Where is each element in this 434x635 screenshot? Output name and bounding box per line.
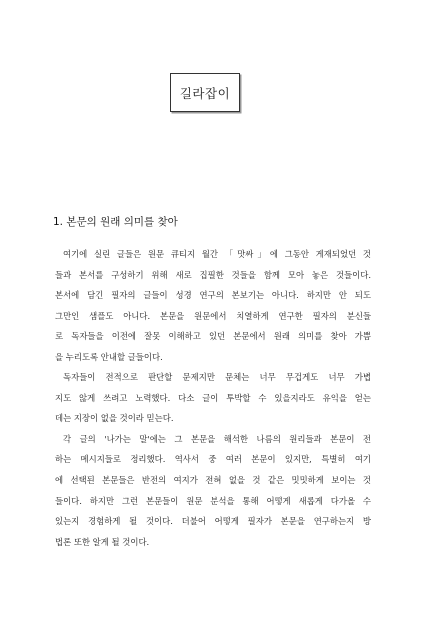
chapter-title: 길라잡이	[170, 73, 240, 112]
text-line: 각 글의 '나가는 말'에는 그 본문을 해석한 나름의 원리들과 본문이 전	[63, 433, 371, 444]
text-line: 하는 메시지들로 정리했다. 역사서 중 여러 본문이 있지만, 특별히 여기	[55, 454, 371, 465]
text-line: 데는 지장이 없을 것이라 믿는다.	[55, 413, 174, 424]
text-line: 법론 또한 알게 될 것이다.	[55, 536, 150, 547]
text-line: 그만인 샘플도 아니다. 본문을 원문에서 치열하게 연구한 필자의 분신들	[55, 310, 371, 321]
text-line: 로 독자들을 이전에 잘못 이해하고 있던 본문에서 원래 의미를 찾아 가쁨	[55, 331, 371, 342]
body-text	[55, 244, 371, 552]
text-line: 있는지 경험하게 될 것이다. 더불어 어떻게 필자가 본문을 연구하는지 방	[55, 516, 371, 527]
text-line: 을 누리도록 안내할 글들이다.	[55, 351, 163, 362]
text-line: 본서에 담긴 필자의 글들이 성경 연구의 본보기는 아니다. 하지만 안 되도	[55, 290, 371, 301]
text-line: 들이다. 하지만 그런 본문들이 원문 분석을 통해 어떻게 새롭게 다가올 수	[55, 495, 371, 506]
text-line: 독자들이 전적으로 판단할 문제지만 문체는 너무 무겁게도 너무 가볍	[63, 372, 371, 383]
text-line: 에 선택된 본문들은 반전의 여지가 전혀 없을 것 같은 밋밋하게 보이는 것	[55, 475, 371, 486]
text-line: 여기에 실린 글들은 원문 큐티지 월간 「맛싸」에 그동안 게재되었던 것	[63, 249, 371, 259]
section-heading: 1. 본문의 원래 의미를 찾아	[53, 216, 178, 228]
text-line: 들과 본서를 구성하기 위해 새로 집필한 것들을 함께 모아 놓은 것들이다.	[55, 269, 371, 280]
text-line: 지도 않게 쓰려고 노력했다. 다소 글이 투박할 수 있을지라도 유익을 얻는	[55, 392, 371, 403]
